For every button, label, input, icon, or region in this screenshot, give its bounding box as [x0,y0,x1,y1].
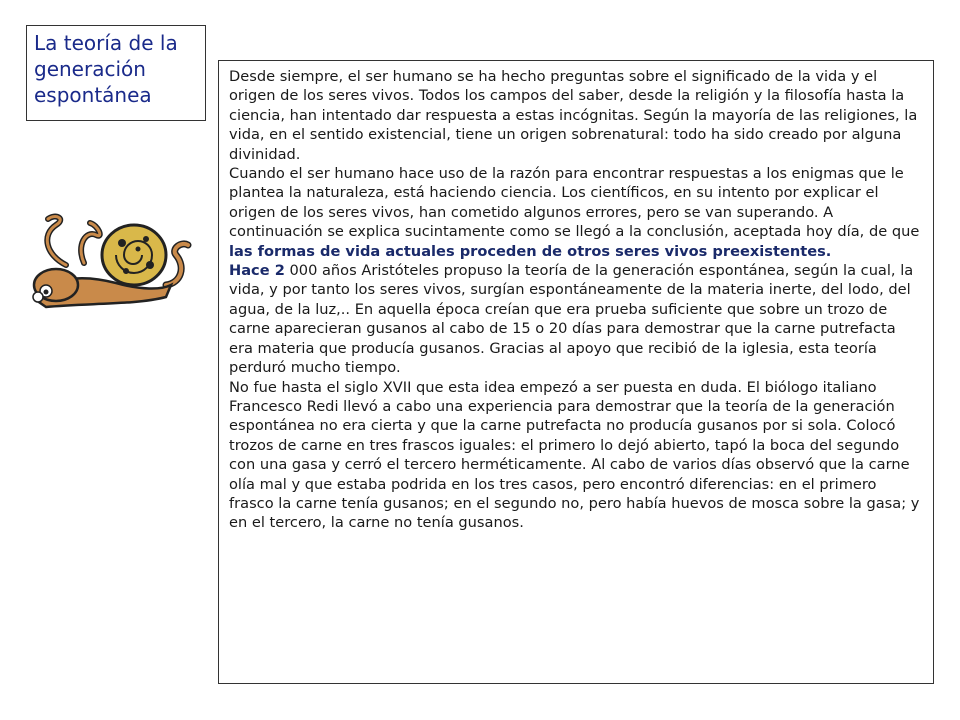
page-title: La teoría de la generación espontánea [26,25,206,121]
paragraph-3-text: 000 años Aristóteles propuso la teoría de la generación espontánea, según la cual, la vida, y por tanto los seres vivos, surgían espontáneamente de la materia inerte, del lodo, del agua, de la luz,.. En aquella época creían que era prueba suficiente que sobre un trozo de carne aparecieran gusanos al cabo de 15 o 20 días para demostrar que la carne putrefacta era materia que producía gusanos. Gracias al apoyo que recibió de la iglesia, esta teoría perduró mucho tiempo. [229,262,914,377]
body-text-box [218,60,934,684]
paragraph-3-highlight: Hace 2 [229,262,285,280]
paragraph-2-highlight: las formas de vida actuales proceden de otros seres vivos preexistentes. [229,242,832,260]
paragraph-2-text: Cuando el ser humano hace uso de la razón para encontrar respuestas a los enigmas que le plantea la naturaleza, está haciendo ciencia. Los científicos, en su intento por explicar el origen de los seres vivos, han cometido algunos errores, pero se van superando. A continuación se explica sucintamente como se llegó a la conclusión, aceptada hoy día, de que [229,165,920,241]
paragraph-3 [229,261,923,377]
paragraph-2 [229,164,923,261]
paragraph-1: Desde siempre, el ser humano se ha hecho preguntas sobre el significado de la vida y el origen de los seres vivos. Todos los campos del saber, desde la religión y la filosofía hasta la ciencia, han intentado dar respuesta a estas incógnitas. Según la mayoría de las religiones, la vida, en el sentido existencial, tiene un origen sobrenatural: todo ha sido creado por alguna divinidad. [229,68,918,163]
cartoon-snail-icon [26,205,196,315]
paragraph-4: No fue hasta el siglo XVII que esta idea empezó a ser puesta en duda. El biólogo italiano Francesco Redi llevó a cabo una experiencia para demostrar que la teoría de la generación espontánea no era cierta y que la carne putrefacta no producía gusanos por si sola. Colocó trozos de carne en tres frascos iguales: el primero lo dejó abierto, tapó la boca del segundo con una gasa y cerró el tercero herméticamente. Al cabo de varios días observó que la carne olía mal y que estaba podrida en los tres casos, pero encontró diferencias: en el primero frasco la carne tenía gusanos; en el segundo no, pero había huevos de mosca sobre la gasa; y en el tercero, la carne no tenía gusanos. [229,378,920,532]
